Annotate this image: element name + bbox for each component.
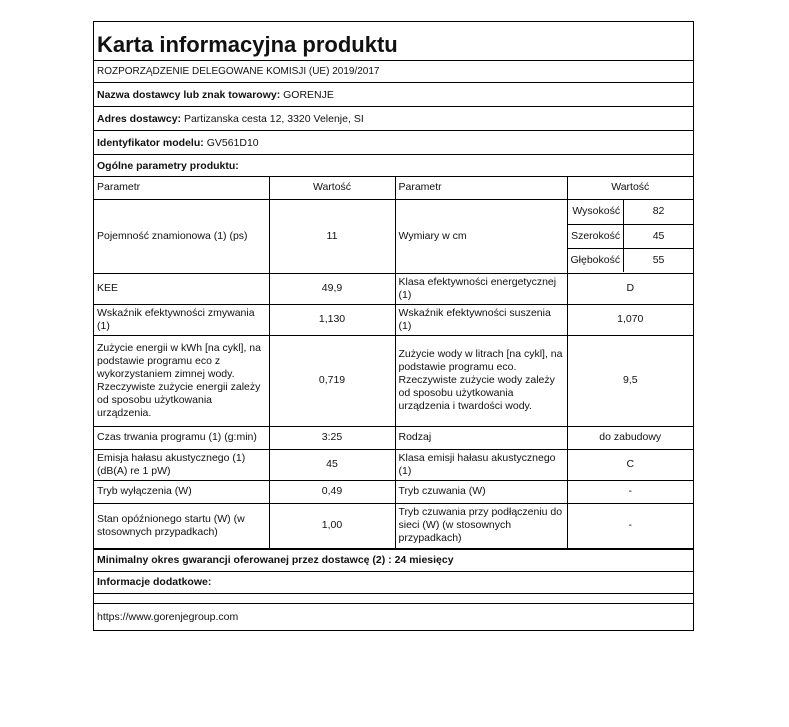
address-value: Partizanska cesta 12, 3320 Velenje, SI — [183, 112, 364, 125]
header-parameter-left: Parametr — [94, 177, 269, 199]
parameter-cell: Czas trwania programu (1) (g:min) — [94, 426, 269, 449]
dimension-label: Głębokość — [568, 248, 624, 272]
value-cell: - — [567, 480, 693, 503]
blank-row — [94, 594, 693, 604]
website-row — [94, 604, 693, 630]
supplier-label: Nazwa dostawcy lub znak towarowy: — [97, 88, 281, 101]
value-cell: 0,719 — [269, 335, 395, 426]
value-cell: 45 — [269, 449, 395, 480]
table-row — [94, 449, 693, 480]
table-row — [94, 273, 693, 304]
address-label: Adres dostawcy: — [97, 112, 182, 125]
table-row — [94, 199, 693, 273]
parameter-cell: Wymiary w cm — [395, 199, 567, 273]
parameter-cell: Rodzaj — [395, 426, 567, 449]
parameters-table-wrap — [94, 177, 693, 550]
value-cell: 0,49 — [269, 480, 395, 503]
header-parameter-right: Parametr — [395, 177, 567, 199]
value-cell: 3:25 — [269, 426, 395, 449]
website-url[interactable]: https://www.gorenjegroup.com — [97, 610, 239, 623]
dimension-value: 82 — [624, 200, 693, 224]
dimension-value: 55 — [624, 248, 693, 272]
product-information-sheet — [93, 21, 694, 631]
dimensions-table — [568, 200, 694, 272]
table-row — [94, 426, 693, 449]
parameter-cell: Pojemność znamionowa (1) (ps) — [94, 199, 269, 273]
parameter-cell: Wskaźnik efektywności zmywania (1) — [94, 304, 269, 335]
model-value: GV561D10 — [206, 136, 259, 149]
page-title: Karta informacyjna produktu — [94, 22, 693, 61]
value-cell: 9,5 — [567, 335, 693, 426]
value-cell: D — [567, 273, 693, 304]
table-row — [94, 335, 693, 426]
parameters-table — [94, 177, 693, 549]
parameter-cell: Klasa emisji hałasu akustycznego (1) — [395, 449, 567, 480]
dimensions-cell — [567, 199, 693, 273]
supplier-value: GORENJE — [283, 88, 334, 101]
value-cell: 1,070 — [567, 304, 693, 335]
parameter-cell: Klasa efektywności energetycznej (1) — [395, 273, 567, 304]
address-row — [94, 107, 693, 131]
parameter-cell: Tryb wyłączenia (W) — [94, 480, 269, 503]
value-cell: 49,9 — [269, 273, 395, 304]
value-cell: - — [567, 503, 693, 548]
parameter-cell: Stan opóźnionego startu (W) (w stosownych przypadkach) — [94, 503, 269, 548]
table-header-row — [94, 177, 693, 199]
warranty-row — [94, 550, 693, 572]
parameter-cell: Tryb czuwania przy podłączeniu do sieci (W) (w stosownych przypadkach) — [395, 503, 567, 548]
value-cell: do zabudowy — [567, 426, 693, 449]
model-label: Identyfikator modelu: — [97, 136, 204, 149]
general-parameters-header: Ogólne parametry produktu: — [94, 155, 693, 177]
parameter-cell: Tryb czuwania (W) — [395, 480, 567, 503]
header-value-left: Wartość — [269, 177, 395, 199]
value-cell: 1,00 — [269, 503, 395, 548]
additional-information-header: Informacje dodatkowe: — [94, 572, 693, 594]
warranty-label: Minimalny okres gwarancji oferowanej przez dostawcę (2) : — [97, 554, 392, 566]
regulation-reference: ROZPORZĄDZENIE DELEGOWANE KOMISJI (UE) 2019/2017 — [94, 61, 693, 83]
table-row — [94, 304, 693, 335]
value-cell: 1,130 — [269, 304, 395, 335]
table-row — [94, 480, 693, 503]
parameter-cell: Emisja hałasu akustycznego (1) (dB(A) re 1 pW) — [94, 449, 269, 480]
value-cell: C — [567, 449, 693, 480]
dimension-label: Szerokość — [568, 224, 624, 248]
dimension-label: Wysokość — [568, 200, 624, 224]
header-value-right: Wartość — [567, 177, 693, 199]
model-row — [94, 131, 693, 155]
supplier-row — [94, 83, 693, 107]
table-row — [94, 503, 693, 548]
parameter-cell: Zużycie energii w kWh [na cykl], na podstawie programu eco z wykorzystaniem zimnej wody. Rzeczywiste zużycie energii zależy od sposobu użytkowania urządzenia. — [94, 335, 269, 426]
value-cell: 11 — [269, 199, 395, 273]
parameter-cell: KEE — [94, 273, 269, 304]
warranty-value: 24 miesięcy — [394, 554, 454, 566]
parameter-cell: Zużycie wody w litrach [na cykl], na podstawie programu eco. Rzeczywiste zużycie wody zależy od sposobu użytkowania urządzenia i twardości wody. — [395, 335, 567, 426]
dimension-value: 45 — [624, 224, 693, 248]
parameter-cell: Wskaźnik efektywności suszenia (1) — [395, 304, 567, 335]
